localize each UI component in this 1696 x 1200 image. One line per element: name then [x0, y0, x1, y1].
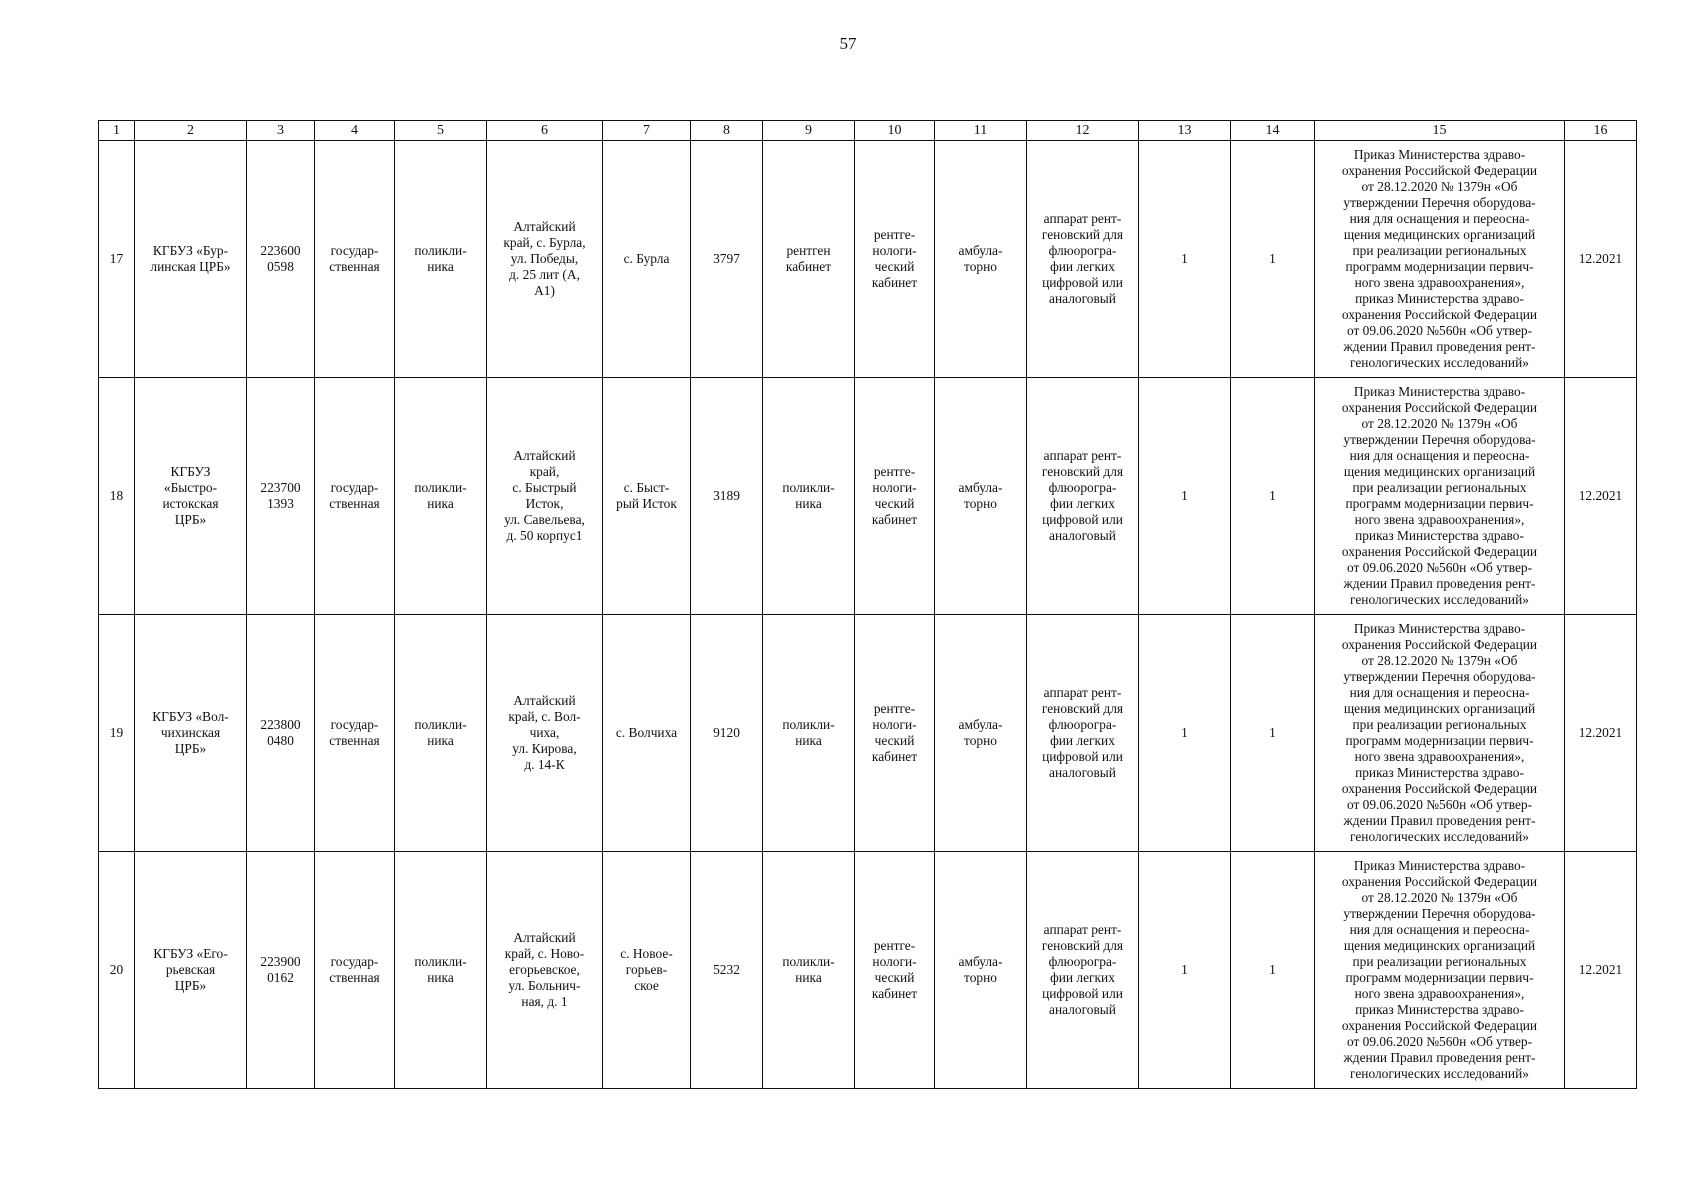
page-number: 57 — [839, 34, 857, 53]
population-cell — [691, 141, 763, 378]
cell-text: поликли- ника — [782, 717, 835, 748]
cell-text: государ- ственная — [329, 243, 380, 274]
cell-text: 1 — [1269, 251, 1276, 266]
settlement-cell — [603, 378, 691, 615]
ownership-cell — [315, 615, 395, 852]
cell-text: поликли- ника — [414, 243, 467, 274]
quantity-cell — [1231, 141, 1315, 378]
facility-type-cell — [395, 615, 487, 852]
cell-text: амбула- торно — [958, 717, 1003, 748]
address-cell — [487, 615, 603, 852]
quantity-cell — [1139, 615, 1231, 852]
table-row — [99, 852, 1637, 1089]
care-form-cell — [935, 615, 1027, 852]
cell-text: 1 — [1269, 488, 1276, 503]
cell-text: КГБУЗ «Вол- чихинская ЦРБ» — [152, 709, 229, 756]
legal-basis-cell — [1315, 141, 1565, 378]
cell-text: 20 — [109, 962, 124, 977]
cell-text: амбула- торно — [958, 480, 1003, 511]
column-number: 3 — [247, 121, 315, 141]
cell-text: 3797 — [713, 251, 740, 266]
cell-text: рентге- нологи- ческий кабинет — [871, 938, 918, 1001]
cell-text: аппарат рент- геновский для флюорогра- фии легких цифровой или аналоговый — [1041, 922, 1124, 1017]
quantity-cell — [1139, 141, 1231, 378]
column-number-row — [99, 121, 1637, 141]
department-cell — [855, 615, 935, 852]
table-row — [99, 615, 1637, 852]
cell-text: 12.2021 — [1578, 488, 1623, 503]
code-cell — [247, 852, 315, 1089]
cell-text: 19 — [109, 725, 124, 740]
column-number: 5 — [395, 121, 487, 141]
row-number-cell — [99, 615, 135, 852]
quantity-cell — [1231, 852, 1315, 1089]
cell-text: 1 — [1181, 251, 1188, 266]
cell-text: аппарат рент- геновский для флюорогра- фии легких цифровой или аналоговый — [1041, 211, 1124, 306]
column-number: 11 — [935, 121, 1027, 141]
cell-text: Приказ Министерства здраво- охранения Российской Федерации от 28.12.2020 № 1379н «Об утверждении Перечня оборудова- ния для оснащения и переосна- щения медицинских организаций при реализации региональных программ модернизации первич- ного звена здравоохранения», приказ Министерства здраво- охранения Российской Федерации от 09.06.2020 №560н «Об утвер- ждении Правил проведения рент- генологических исследований» — [1341, 858, 1538, 1081]
cell-text: рентген кабинет — [785, 243, 832, 274]
cell-text: рентге- нологи- ческий кабинет — [871, 701, 918, 764]
address-cell — [487, 378, 603, 615]
cell-text: государ- ственная — [329, 954, 380, 985]
quantity-cell — [1139, 852, 1231, 1089]
cell-text: 1 — [1269, 962, 1276, 977]
cell-text: с. Быст- рый Исток — [616, 480, 677, 511]
column-number: 1 — [99, 121, 135, 141]
cell-text: поликли- ника — [414, 717, 467, 748]
cell-text: 12.2021 — [1578, 725, 1623, 740]
cell-text: Алтайский край, с. Ново- егорьевское, ул. Больнич- ная, д. 1 — [504, 930, 585, 1009]
date-cell — [1565, 378, 1637, 615]
quantity-cell — [1231, 615, 1315, 852]
address-cell — [487, 852, 603, 1089]
settlement-cell — [603, 852, 691, 1089]
cell-text: с. Новое- горьев- ское — [620, 946, 673, 993]
column-number: 10 — [855, 121, 935, 141]
legal-basis-cell — [1315, 378, 1565, 615]
quantity-cell — [1139, 378, 1231, 615]
column-number: 2 — [135, 121, 247, 141]
column-number: 7 — [603, 121, 691, 141]
cell-text: 3189 — [713, 488, 740, 503]
date-cell — [1565, 141, 1637, 378]
ownership-cell — [315, 141, 395, 378]
cell-text: 18 — [109, 488, 124, 503]
cell-text: 223600 0598 — [260, 243, 301, 274]
cell-text: 5232 — [713, 962, 740, 977]
cell-text: 17 — [109, 251, 124, 266]
equipment-cell — [1027, 852, 1139, 1089]
table-row — [99, 378, 1637, 615]
cell-text: 1 — [1181, 488, 1188, 503]
column-number: 12 — [1027, 121, 1139, 141]
cell-text: Алтайский край, с. Вол- чиха, ул. Кирова, д. 14-К — [508, 693, 581, 772]
cell-text: амбула- торно — [958, 954, 1003, 985]
organization-name-cell — [135, 852, 247, 1089]
equipment-cell — [1027, 615, 1139, 852]
cell-text: поликли- ника — [782, 480, 835, 511]
legal-basis-cell — [1315, 852, 1565, 1089]
cell-text: Приказ Министерства здраво- охранения Российской Федерации от 28.12.2020 № 1379н «Об утверждении Перечня оборудова- ния для оснащения и переосна- щения медицинских организаций при реализации региональных программ модернизации первич- ного звена здравоохранения», приказ Министерства здраво- охранения Российской Федерации от 09.06.2020 №560н «Об утвер- ждении Правил проведения рент- генологических исследований» — [1341, 384, 1538, 607]
unit-cell — [763, 615, 855, 852]
cell-text: рентге- нологи- ческий кабинет — [871, 227, 918, 290]
cell-text: 1 — [1269, 725, 1276, 740]
column-number: 13 — [1139, 121, 1231, 141]
cell-text: Приказ Министерства здраво- охранения Российской Федерации от 28.12.2020 № 1379н «Об утверждении Перечня оборудова- ния для оснащения и переосна- щения медицинских организаций при реализации региональных программ модернизации первич- ного звена здравоохранения», приказ Министерства здраво- охранения Российской Федерации от 09.06.2020 №560н «Об утвер- ждении Правил проведения рент- генологических исследований» — [1341, 621, 1538, 844]
facility-type-cell — [395, 141, 487, 378]
table-row — [99, 141, 1637, 378]
department-cell — [855, 852, 935, 1089]
ownership-cell — [315, 852, 395, 1089]
quantity-cell — [1231, 378, 1315, 615]
cell-text: амбула- торно — [958, 243, 1003, 274]
cell-text: КГБУЗ «Его- рьевская ЦРБ» — [153, 946, 228, 993]
column-number: 15 — [1315, 121, 1565, 141]
facility-type-cell — [395, 378, 487, 615]
organization-name-cell — [135, 141, 247, 378]
legal-basis-cell — [1315, 615, 1565, 852]
cell-text: с. Бурла — [623, 251, 670, 266]
cell-text: аппарат рент- геновский для флюорогра- фии легких цифровой или аналоговый — [1041, 448, 1124, 543]
cell-text: КГБУЗ «Быстро- истокская ЦРБ» — [162, 464, 219, 527]
unit-cell — [763, 141, 855, 378]
cell-text: 12.2021 — [1578, 251, 1623, 266]
unit-cell — [763, 852, 855, 1089]
cell-text: государ- ственная — [329, 480, 380, 511]
cell-text: аппарат рент- геновский для флюорогра- фии легких цифровой или аналоговый — [1041, 685, 1124, 780]
settlement-cell — [603, 141, 691, 378]
department-cell — [855, 378, 935, 615]
code-cell — [247, 615, 315, 852]
date-cell — [1565, 615, 1637, 852]
cell-text: 223900 0162 — [260, 954, 301, 985]
column-number: 14 — [1231, 121, 1315, 141]
cell-text: 223800 0480 — [260, 717, 301, 748]
code-cell — [247, 378, 315, 615]
organization-name-cell — [135, 378, 247, 615]
date-cell — [1565, 852, 1637, 1089]
cell-text: 223700 1393 — [260, 480, 301, 511]
care-form-cell — [935, 852, 1027, 1089]
row-number-cell — [99, 141, 135, 378]
row-number-cell — [99, 378, 135, 615]
cell-text: рентге- нологи- ческий кабинет — [871, 464, 918, 527]
column-number: 4 — [315, 121, 395, 141]
cell-text: государ- ственная — [329, 717, 380, 748]
organization-name-cell — [135, 615, 247, 852]
cell-text: поликли- ника — [414, 480, 467, 511]
department-cell — [855, 141, 935, 378]
address-cell — [487, 141, 603, 378]
cell-text: поликли- ника — [782, 954, 835, 985]
column-number: 9 — [763, 121, 855, 141]
document-table — [98, 120, 1637, 1089]
cell-text: Приказ Министерства здраво- охранения Российской Федерации от 28.12.2020 № 1379н «Об утверждении Перечня оборудова- ния для оснащения и переосна- щения медицинских организаций при реализации региональных программ модернизации первич- ного звена здравоохранения», приказ Министерства здраво- охранения Российской Федерации от 09.06.2020 №560н «Об утвер- ждении Правил проведения рент- генологических исследований» — [1341, 147, 1538, 370]
code-cell — [247, 141, 315, 378]
column-number: 16 — [1565, 121, 1637, 141]
settlement-cell — [603, 615, 691, 852]
cell-text: 1 — [1181, 962, 1188, 977]
unit-cell — [763, 378, 855, 615]
cell-text: с. Волчиха — [615, 725, 678, 740]
column-number: 8 — [691, 121, 763, 141]
column-number: 6 — [487, 121, 603, 141]
population-cell — [691, 378, 763, 615]
cell-text: 1 — [1181, 725, 1188, 740]
cell-text: поликли- ника — [414, 954, 467, 985]
row-number-cell — [99, 852, 135, 1089]
care-form-cell — [935, 141, 1027, 378]
care-form-cell — [935, 378, 1027, 615]
ownership-cell — [315, 378, 395, 615]
cell-text: Алтайский край, с. Быстрый Исток, ул. Савельева, д. 50 корпус1 — [504, 448, 585, 543]
equipment-cell — [1027, 141, 1139, 378]
equipment-cell — [1027, 378, 1139, 615]
population-cell — [691, 615, 763, 852]
population-cell — [691, 852, 763, 1089]
cell-text: 9120 — [713, 725, 740, 740]
facility-type-cell — [395, 852, 487, 1089]
cell-text: КГБУЗ «Бур- линская ЦРБ» — [150, 243, 231, 274]
cell-text: Алтайский край, с. Бурла, ул. Победы, д. 25 лит (А, А1) — [503, 219, 586, 298]
cell-text: 12.2021 — [1578, 962, 1623, 977]
